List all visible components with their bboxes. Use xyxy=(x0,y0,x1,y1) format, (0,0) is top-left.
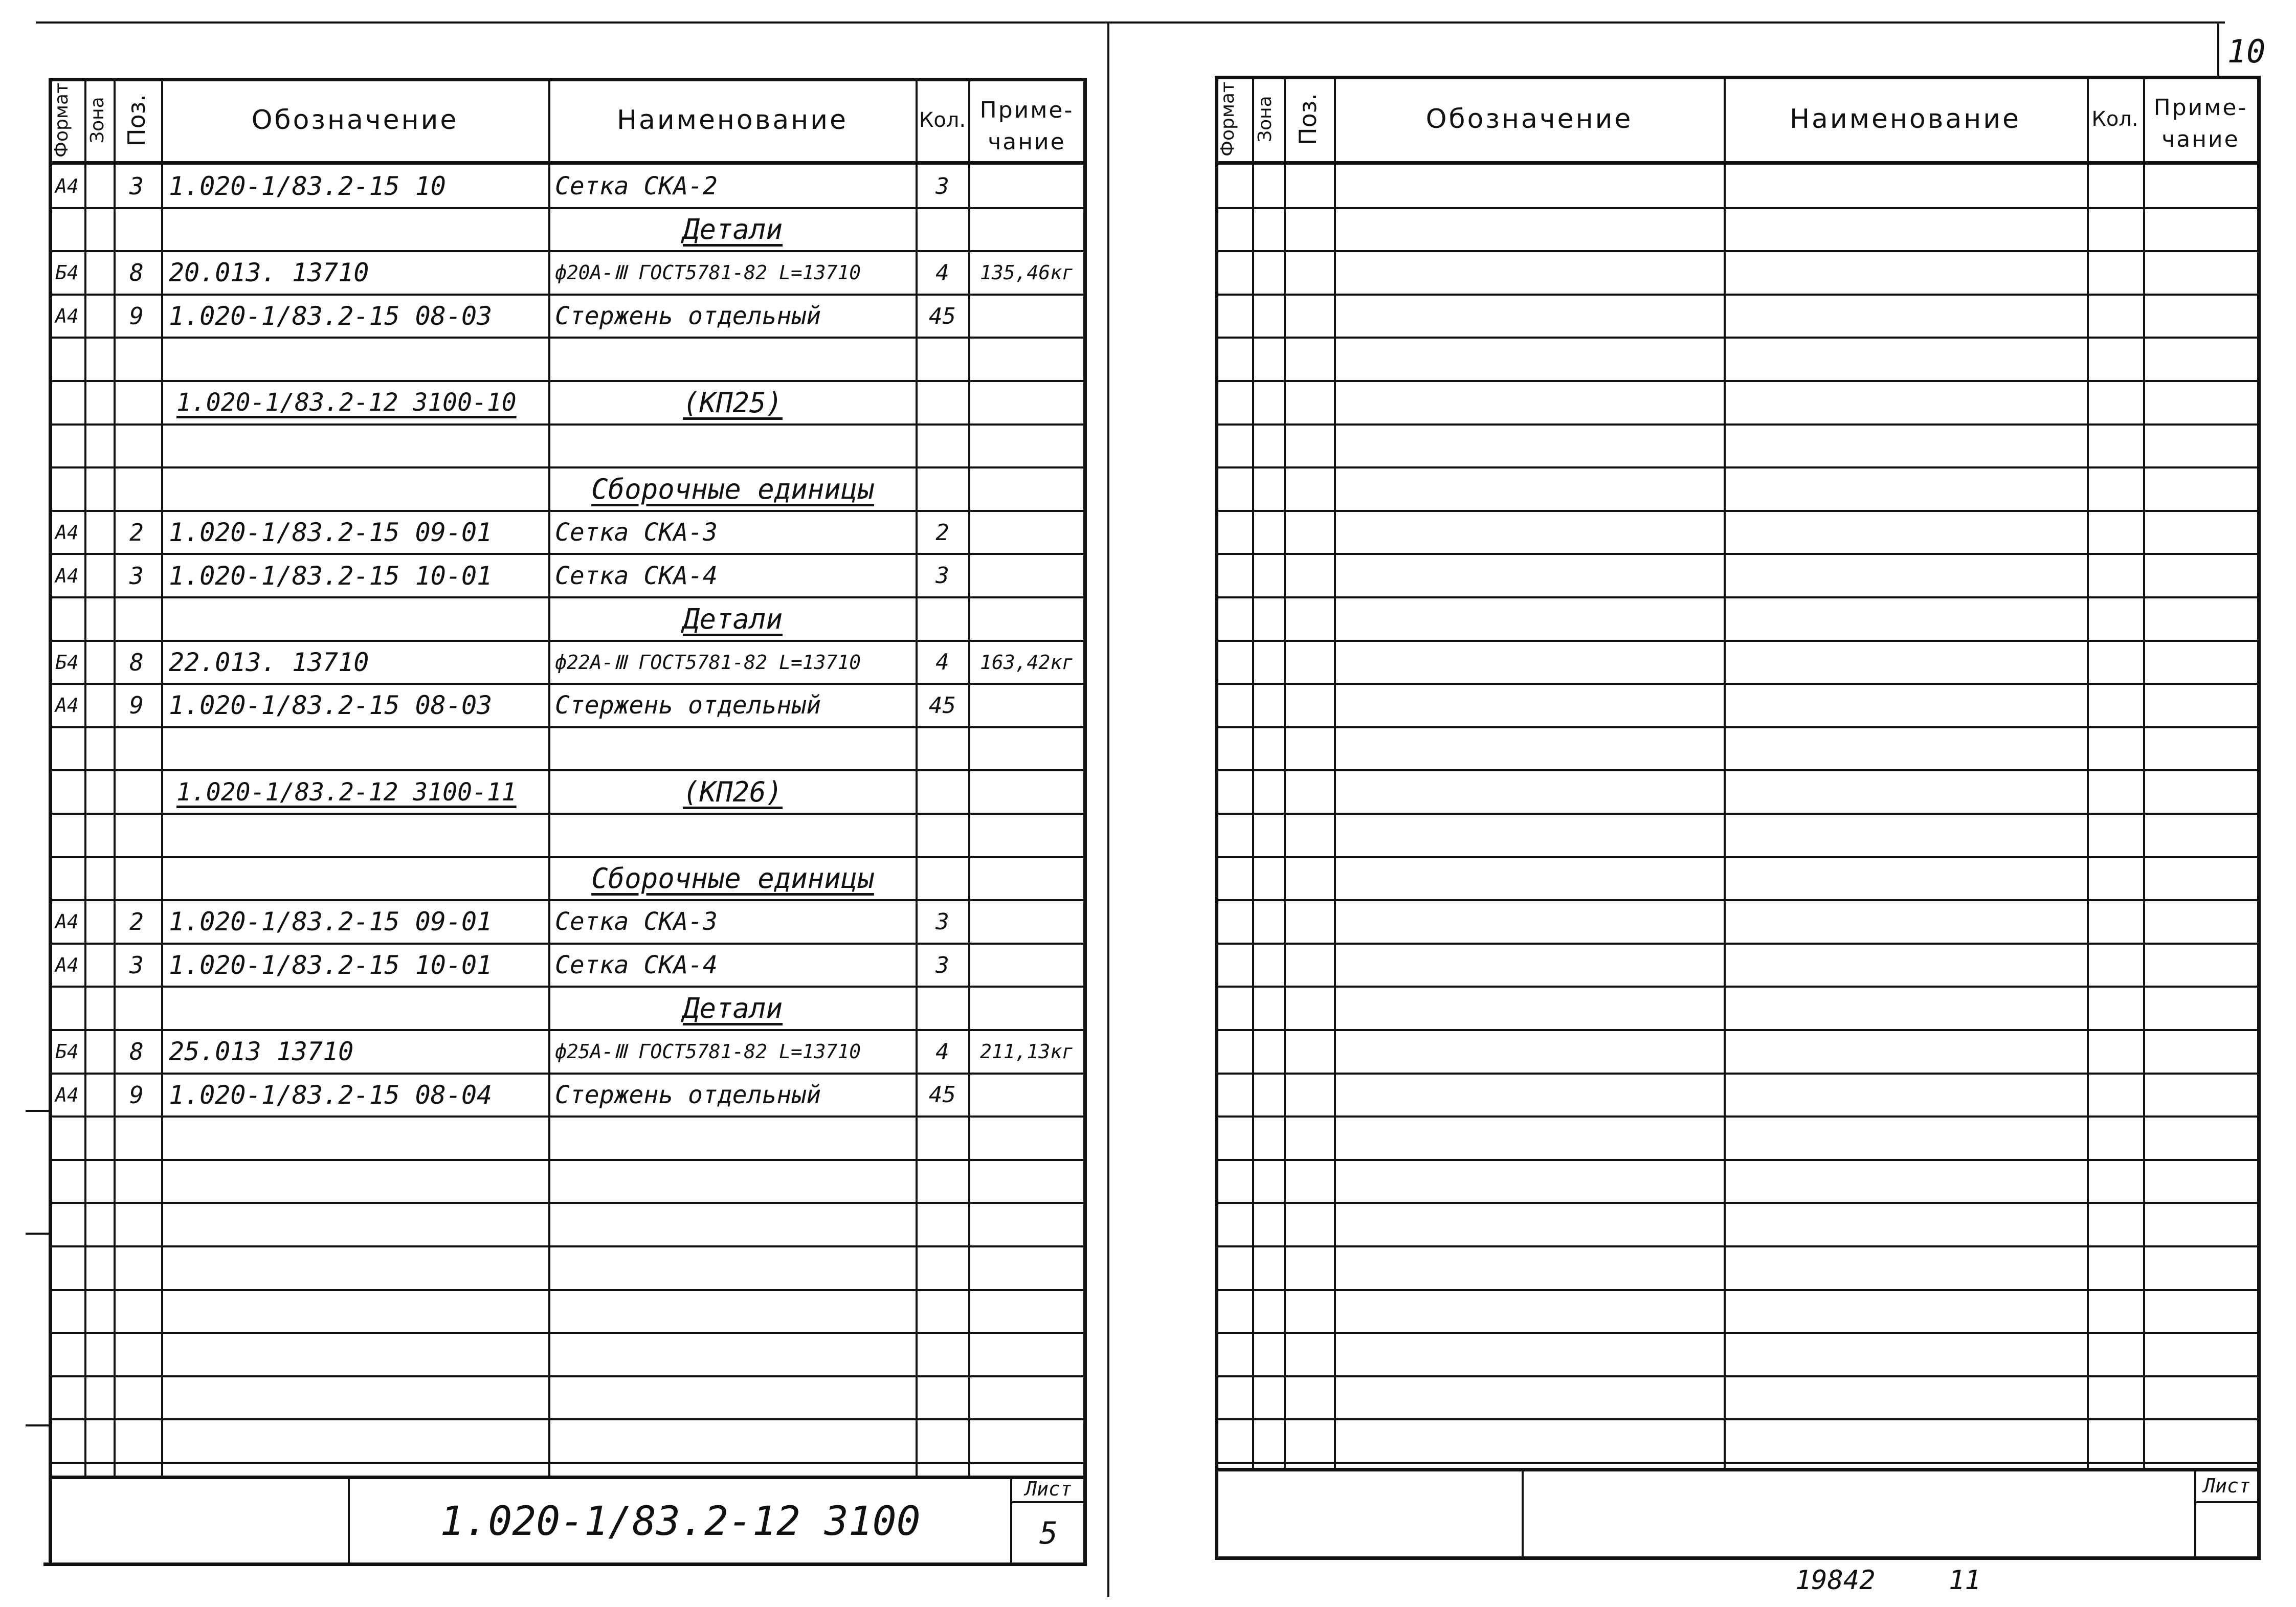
row-pos: 9 xyxy=(129,302,144,330)
row-format: А4 xyxy=(55,305,79,328)
row-rule xyxy=(49,1375,1084,1377)
row-qty: 3 xyxy=(935,563,949,589)
left-document-code: 1.020-1/83.2-12 3100 xyxy=(440,1499,921,1545)
row-pos: 8 xyxy=(129,648,144,676)
header-note-line1: Приме- xyxy=(979,97,1074,123)
right-frame-bottom xyxy=(1215,1556,2261,1560)
row-designation xyxy=(169,727,547,771)
header-zone: Зона xyxy=(87,97,108,144)
row-note xyxy=(972,857,1082,901)
row-pos xyxy=(114,425,160,468)
col-sep-pos xyxy=(161,78,163,1477)
row-qty xyxy=(918,338,967,381)
row-qty: 4 xyxy=(935,649,949,676)
row-designation: 25.013 13710 xyxy=(169,1037,354,1067)
row-name: (КП26) xyxy=(682,776,783,809)
right-row-rule xyxy=(1215,1115,2258,1118)
left-frame-right xyxy=(1083,78,1087,1566)
right-row-rule xyxy=(1215,553,2258,555)
inventory-number: 19842 xyxy=(1795,1565,1876,1596)
row-format: Б4 xyxy=(55,1040,79,1063)
right-titleblock-sep2 xyxy=(2194,1468,2196,1557)
right-row-rule xyxy=(1215,1245,2258,1247)
row-pos: 2 xyxy=(129,519,144,547)
row-format: А4 xyxy=(55,1083,79,1106)
row-note xyxy=(972,1074,1082,1117)
row-name: ф20А-Ⅲ ГОСТ5781-82 L=13710 xyxy=(555,261,861,284)
right-row-rule xyxy=(1215,1029,2258,1031)
row-designation: 1.020-1/83.2-15 10 xyxy=(169,171,446,202)
row-pos: 9 xyxy=(129,1081,144,1109)
right-row-rule xyxy=(1215,943,2258,945)
row-qty xyxy=(918,814,967,857)
left-titleblock-sheet-rule xyxy=(1010,1501,1087,1503)
row-pos: 3 xyxy=(129,562,144,590)
row-format xyxy=(51,425,83,468)
header-note-line2: чание xyxy=(988,129,1066,155)
row-note xyxy=(972,597,1082,641)
row-pos xyxy=(114,381,160,425)
row-format xyxy=(51,770,83,814)
row-name: Сетка СКА-2 xyxy=(555,172,718,201)
row-name xyxy=(555,727,916,771)
row-note xyxy=(972,900,1082,944)
right-row-rule xyxy=(1215,1159,2258,1161)
row-pos xyxy=(114,597,160,641)
row-format: А4 xyxy=(55,564,79,587)
row-name: Стержень отдельный xyxy=(555,1080,821,1109)
right-header-pos: Поз. xyxy=(1294,93,1322,145)
row-rule xyxy=(49,1245,1084,1247)
row-pos xyxy=(114,814,160,857)
col-sep-name xyxy=(916,78,918,1477)
right-col-sep-zone xyxy=(1284,76,1286,1469)
row-format: А4 xyxy=(55,521,79,544)
row-rule xyxy=(49,1332,1084,1334)
row-qty xyxy=(918,425,967,468)
row-format xyxy=(51,814,83,857)
right-sheet-label: Лист xyxy=(2203,1475,2250,1497)
row-format: А4 xyxy=(55,175,79,198)
row-format xyxy=(51,381,83,425)
row-name: Сетка СКА-3 xyxy=(555,907,718,936)
margin-tick xyxy=(26,1233,49,1235)
row-designation: 1.020-1/83.2-15 08-03 xyxy=(169,690,493,721)
row-note xyxy=(972,467,1082,511)
row-qty: 3 xyxy=(935,952,949,978)
row-format xyxy=(51,467,83,511)
row-designation: 1.020-1/83.2-15 10-01 xyxy=(169,950,493,980)
row-note xyxy=(972,944,1082,987)
row-name: Сетка СКА-3 xyxy=(555,518,718,547)
right-header-designation: Обозначение xyxy=(1425,104,1633,135)
row-note xyxy=(972,208,1082,252)
row-name: (КП25) xyxy=(682,386,783,419)
row-name: ф25А-Ⅲ ГОСТ5781-82 L=13710 xyxy=(555,1040,861,1063)
right-row-rule xyxy=(1215,294,2258,296)
right-frame-right xyxy=(2257,76,2261,1559)
left-header-rule xyxy=(49,161,1087,165)
col-sep-qty xyxy=(968,78,970,1477)
row-name: Стержень отдельный xyxy=(555,691,821,720)
row-note xyxy=(972,425,1082,468)
row-designation: 1.020-1/83.2-15 09-01 xyxy=(169,518,493,548)
row-name xyxy=(555,814,916,857)
right-row-rule xyxy=(1215,726,2258,728)
row-pos xyxy=(114,208,160,252)
page-top-rule xyxy=(36,21,2225,24)
row-format: Б4 xyxy=(55,261,79,284)
row-name: Сетка СКА-4 xyxy=(555,951,718,980)
right-titleblock-sep1 xyxy=(1522,1468,1524,1557)
row-name: Сборочные единицы xyxy=(591,473,874,505)
row-note: 211,13кг xyxy=(979,1040,1074,1063)
row-designation: 22.013. 13710 xyxy=(169,647,369,677)
row-pos: 8 xyxy=(129,1038,144,1066)
header-format: Формат xyxy=(51,82,72,158)
row-format: А4 xyxy=(55,694,79,717)
row-format xyxy=(51,987,83,1030)
right-row-rule xyxy=(1215,596,2258,598)
right-row-rule xyxy=(1215,1289,2258,1291)
row-name: Детали xyxy=(682,992,783,1025)
row-qty xyxy=(918,727,967,771)
row-qty: 3 xyxy=(935,908,949,935)
row-note xyxy=(972,511,1082,554)
right-row-rule xyxy=(1215,986,2258,988)
right-header-note-line2: чание xyxy=(2161,126,2240,152)
row-qty xyxy=(918,597,967,641)
row-designation: 20.013. 13710 xyxy=(169,258,369,288)
right-header-name: Наименование xyxy=(1789,104,2021,135)
row-qty: 2 xyxy=(935,519,949,546)
row-format xyxy=(51,857,83,901)
row-pos: 9 xyxy=(129,691,144,720)
row-note xyxy=(972,814,1082,857)
row-format: А4 xyxy=(55,910,79,933)
right-titleblock-sheet-rule xyxy=(2194,1501,2258,1503)
row-rule xyxy=(49,1159,1084,1161)
row-name: ф22А-Ⅲ ГОСТ5781-82 L=13710 xyxy=(555,651,861,674)
left-sheet-label: Лист xyxy=(1025,1477,1072,1500)
col-sep-format xyxy=(84,78,86,1477)
right-row-rule xyxy=(1215,207,2258,209)
row-note xyxy=(972,727,1082,771)
row-designation xyxy=(169,857,547,901)
row-name: Сетка СКА-4 xyxy=(555,561,718,590)
margin-tick xyxy=(26,1424,49,1426)
right-header-zone: Зона xyxy=(1255,96,1276,143)
left-titleblock-top xyxy=(49,1476,1087,1479)
right-row-rule xyxy=(1215,1418,2258,1420)
margin-tick xyxy=(26,1110,49,1112)
right-row-rule xyxy=(1215,1462,2258,1464)
right-col-sep-qty xyxy=(2143,76,2145,1469)
row-designation xyxy=(169,467,547,511)
row-rule xyxy=(49,1462,1084,1464)
right-row-rule xyxy=(1215,510,2258,512)
row-note xyxy=(972,338,1082,381)
header-name: Наименование xyxy=(616,105,849,136)
right-row-rule xyxy=(1215,1332,2258,1334)
right-row-rule xyxy=(1215,1202,2258,1204)
page-number-box-left xyxy=(2217,21,2219,78)
right-header-format: Формат xyxy=(1217,81,1238,157)
row-qty: 45 xyxy=(929,1082,956,1108)
right-col-sep-designation xyxy=(1724,76,1726,1469)
row-designation: 1.020-1/83.2-15 09-01 xyxy=(169,907,493,937)
row-designation: 1.020-1/83.2-15 08-04 xyxy=(169,1080,493,1110)
row-pos: 3 xyxy=(129,951,144,979)
row-format xyxy=(51,338,83,381)
row-note xyxy=(972,770,1082,814)
right-row-rule xyxy=(1215,769,2258,771)
row-qty xyxy=(918,208,967,252)
right-header-qty: Кол. xyxy=(2091,107,2138,131)
row-qty: 45 xyxy=(929,303,956,329)
row-designation xyxy=(169,338,547,381)
right-header-note xyxy=(2146,92,2256,155)
right-titleblock-top xyxy=(1215,1468,2261,1471)
row-designation xyxy=(169,208,547,252)
right-row-rule xyxy=(1215,466,2258,468)
page-number: 10 xyxy=(2227,32,2266,70)
right-col-sep-format xyxy=(1252,76,1254,1469)
row-pos xyxy=(114,727,160,771)
row-designation xyxy=(169,425,547,468)
right-row-rule xyxy=(1215,1073,2258,1075)
row-note xyxy=(972,295,1082,338)
row-note xyxy=(972,987,1082,1030)
row-qty xyxy=(918,381,967,425)
right-frame-top xyxy=(1215,76,2261,79)
row-designation: 1.020-1/83.2-15 08-03 xyxy=(169,301,493,331)
row-rule xyxy=(49,1289,1084,1291)
row-format xyxy=(51,208,83,252)
right-row-rule xyxy=(1215,899,2258,901)
row-format xyxy=(51,727,83,771)
row-note: 135,46кг xyxy=(979,261,1074,284)
right-row-rule xyxy=(1215,856,2258,858)
right-header-rule xyxy=(1215,161,2261,165)
right-row-rule xyxy=(1215,337,2258,339)
header-designation: Обозначение xyxy=(251,105,459,136)
row-name xyxy=(555,338,916,381)
row-note xyxy=(972,684,1082,727)
row-rule xyxy=(49,1202,1084,1204)
row-pos xyxy=(114,467,160,511)
right-row-rule xyxy=(1215,250,2258,252)
row-qty: 3 xyxy=(935,173,949,199)
row-qty xyxy=(918,987,967,1030)
row-note xyxy=(972,554,1082,597)
row-qty xyxy=(918,857,967,901)
row-designation xyxy=(169,814,547,857)
row-format xyxy=(51,597,83,641)
row-qty: 45 xyxy=(929,692,956,719)
left-frame-top xyxy=(49,78,1087,81)
row-name: Стержень отдельный xyxy=(555,302,821,331)
row-pos: 2 xyxy=(129,908,144,936)
row-pos: 8 xyxy=(129,259,144,287)
row-pos: 3 xyxy=(129,172,144,200)
header-qty: Кол. xyxy=(919,108,966,132)
footer-page: 11 xyxy=(1949,1565,1981,1596)
row-designation: 1.020-1/83.2-12 3100-10 xyxy=(176,388,517,417)
row-designation: 1.020-1/83.2-12 3100-11 xyxy=(176,777,517,807)
row-designation xyxy=(169,987,547,1030)
row-qty xyxy=(918,770,967,814)
right-frame-left xyxy=(1215,76,1218,1559)
row-note xyxy=(972,381,1082,425)
row-name: Детали xyxy=(682,213,783,246)
row-pos xyxy=(114,770,160,814)
right-row-rule xyxy=(1215,813,2258,815)
right-row-rule xyxy=(1215,423,2258,426)
row-name: Детали xyxy=(682,602,783,635)
right-col-sep-pos xyxy=(1334,76,1336,1469)
left-titleblock-sep1 xyxy=(348,1476,350,1563)
left-titleblock-sep2 xyxy=(1010,1476,1012,1563)
row-qty xyxy=(918,467,967,511)
row-designation xyxy=(169,597,547,641)
header-pos: Поз. xyxy=(123,94,150,146)
right-row-rule xyxy=(1215,1375,2258,1377)
row-note: 163,42кг xyxy=(979,651,1074,674)
row-rule xyxy=(49,1418,1084,1420)
left-sheet-number: 5 xyxy=(1039,1515,1058,1551)
fold-line xyxy=(1107,21,1109,1597)
right-row-rule xyxy=(1215,683,2258,685)
left-frame-bottom xyxy=(43,1563,1087,1566)
row-format: Б4 xyxy=(55,651,79,674)
right-col-sep-name xyxy=(2087,76,2089,1469)
row-format: А4 xyxy=(55,954,79,977)
row-pos xyxy=(114,987,160,1030)
right-row-rule xyxy=(1215,640,2258,642)
row-pos xyxy=(114,338,160,381)
header-note xyxy=(972,95,1082,158)
row-qty: 4 xyxy=(935,1038,949,1065)
right-header-note-line1: Приме- xyxy=(2153,95,2248,121)
row-name xyxy=(555,425,916,468)
row-designation: 1.020-1/83.2-15 10-01 xyxy=(169,561,493,591)
right-row-rule xyxy=(1215,380,2258,382)
row-note xyxy=(972,165,1082,208)
row-name: Сборочные единицы xyxy=(591,862,874,895)
row-qty: 4 xyxy=(935,259,949,286)
row-pos xyxy=(114,857,160,901)
